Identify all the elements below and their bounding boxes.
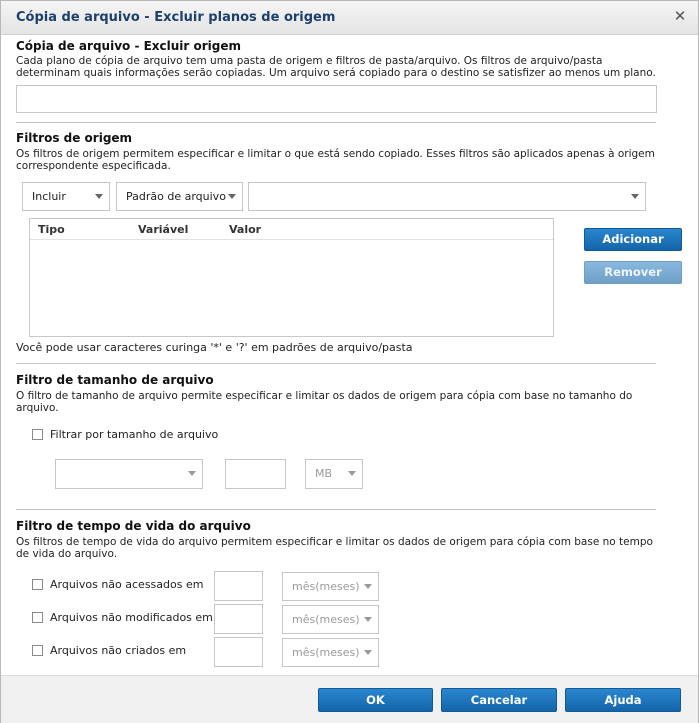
include-exclude-value: Incluir [32, 190, 66, 203]
source-path-input[interactable] [16, 85, 657, 113]
filter-type-value: Padrão de arquivo [126, 190, 226, 203]
age-filter-desc: Os filtros de tempo de vida do arquivo permitem especificar e limitar os dados de origem para cópia com base no tempo de vida do arquivo. [16, 536, 653, 560]
filter-by-size-label: Filtrar por tamanho de arquivo [50, 428, 219, 441]
cancel-button[interactable]: Cancelar [441, 688, 557, 712]
dialog-footer [1, 675, 698, 723]
filters-table[interactable] [29, 218, 554, 337]
not-accessed-label: Arquivos não acessados em [50, 578, 204, 591]
size-filter-desc: O filtro de tamanho de arquivo permite especificar e limitar os dados de origem para cópia com base no tamanho do arquivo. [16, 390, 633, 414]
size-comparison-select[interactable] [55, 459, 203, 489]
size-unit-value: MB [315, 467, 333, 480]
filter-by-size-checkbox[interactable] [32, 429, 43, 440]
chevron-down-icon [364, 584, 372, 589]
source-filters-desc: Os filtros de origem permitem especificar e limitar o que está sendo copiado. Esses filtros são aplicados apenas à origem correspondente especificada. [16, 148, 655, 172]
not-accessed-checkbox[interactable] [32, 579, 43, 590]
not-accessed-unit-select[interactable] [282, 572, 379, 601]
column-header-value: Valor [229, 223, 262, 236]
size-value-input[interactable] [225, 459, 286, 489]
source-filters-title: Filtros de origem [16, 131, 133, 145]
not-created-value-input[interactable] [214, 637, 263, 667]
not-created-label: Arquivos não criados em [50, 644, 187, 657]
not-created-checkbox[interactable] [32, 645, 43, 656]
size-unit-select[interactable] [305, 459, 363, 489]
section-exclude-source-title: Cópia de arquivo - Excluir origem [16, 39, 242, 53]
not-modified-unit-select[interactable] [282, 605, 379, 634]
help-button[interactable]: Ajuda [565, 688, 681, 712]
chevron-down-icon [364, 617, 372, 622]
not-accessed-unit-value: mês(meses) [292, 580, 360, 593]
dialog-title: Cópia de arquivo - Excluir planos de origem [16, 10, 336, 25]
include-exclude-select[interactable] [22, 182, 110, 211]
not-modified-label: Arquivos não modificados em [50, 611, 213, 624]
not-accessed-value-input[interactable] [214, 571, 263, 601]
not-created-unit-select[interactable] [282, 638, 379, 667]
chevron-down-icon [631, 194, 639, 199]
not-created-unit-value: mês(meses) [292, 646, 360, 659]
not-modified-unit-value: mês(meses) [292, 613, 360, 626]
ok-button[interactable]: OK [318, 688, 433, 712]
not-modified-checkbox[interactable] [32, 612, 43, 623]
pattern-combobox[interactable] [248, 182, 646, 211]
column-header-variable: Variável [138, 223, 189, 236]
not-modified-value-input[interactable] [214, 604, 263, 634]
chevron-down-icon [348, 471, 356, 476]
wildcard-note: Você pode usar caracteres curinga '*' e '?' em padrões de arquivo/pasta [16, 341, 413, 354]
chevron-down-icon [188, 471, 196, 476]
size-filter-title: Filtro de tamanho de arquivo [16, 373, 214, 387]
chevron-down-icon [364, 650, 372, 655]
chevron-down-icon [228, 194, 236, 199]
remove-filter-button[interactable]: Remover [584, 261, 682, 284]
divider [16, 363, 656, 364]
chevron-down-icon [95, 194, 103, 199]
filter-type-select[interactable] [116, 182, 243, 211]
column-header-type: Tipo [38, 223, 65, 236]
section-exclude-source-desc: Cada plano de cópia de arquivo tem uma pasta de origem e filtros de pasta/arquivo. Os filtros de arquivo/pasta determinam quais informações serão copiadas. Um arquivo será copiado para o destino se satisfizer ao menos um plano. [16, 55, 656, 79]
divider [16, 509, 656, 510]
close-icon[interactable]: ✕ [673, 7, 687, 25]
add-filter-button[interactable]: Adicionar [584, 228, 682, 251]
filters-table-header [30, 219, 553, 240]
age-filter-title: Filtro de tempo de vida do arquivo [16, 519, 251, 533]
divider [16, 122, 656, 123]
dialog-titlebar [1, 1, 698, 35]
